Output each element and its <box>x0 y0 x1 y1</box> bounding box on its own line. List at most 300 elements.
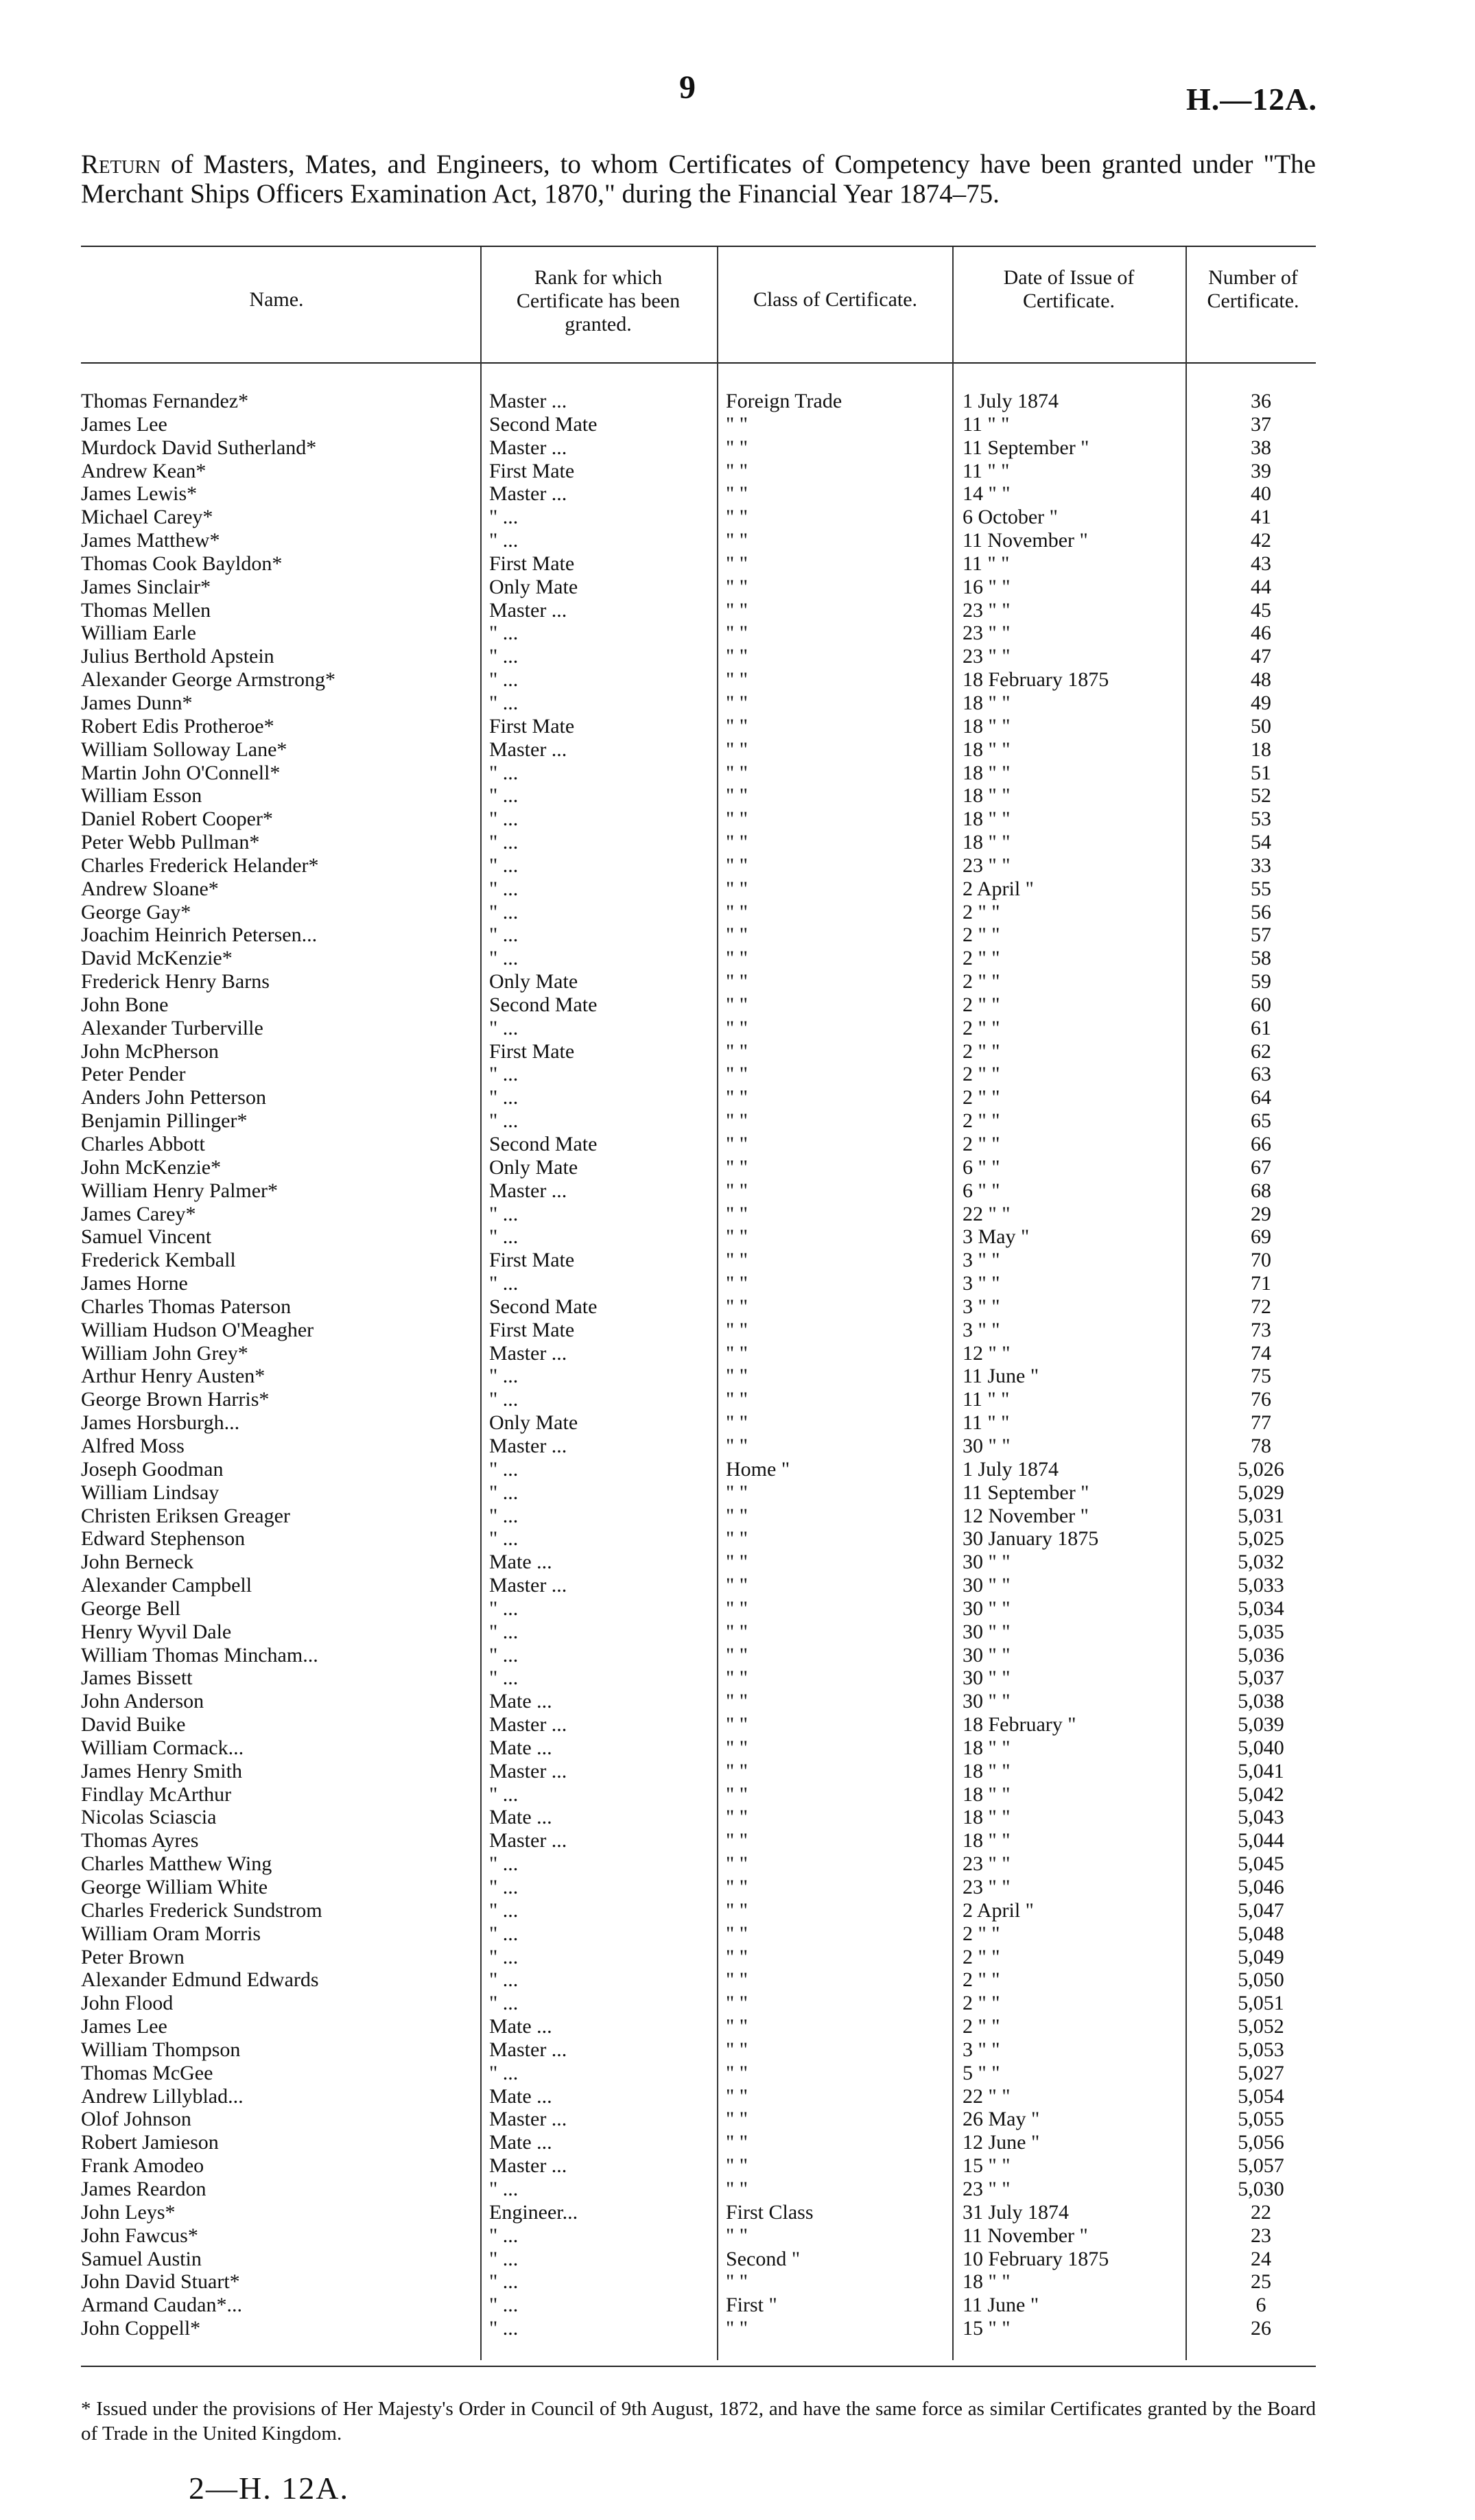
rank-cell: " ... <box>489 668 519 692</box>
date-cell: 23 " " <box>963 1852 1011 1876</box>
name-cell: James Matthew* <box>81 529 220 552</box>
table-row <box>81 2294 1316 2317</box>
table-row <box>81 2270 1316 2294</box>
number-cell: 73 <box>1251 1318 1271 1341</box>
name-cell: John McPherson <box>81 1039 219 1063</box>
name-cell: John Leys* <box>81 2200 176 2224</box>
number-cell: 44 <box>1251 575 1271 598</box>
name-cell: James Horsburgh... <box>81 1411 240 1435</box>
name-cell: Anders John Petterson <box>81 1086 266 1109</box>
rank-cell: Only Mate <box>489 1155 578 1179</box>
class-cell: " " <box>726 1876 748 1898</box>
date-cell: 2 " " <box>963 1016 1000 1039</box>
return-heading <box>81 150 1316 209</box>
rank-cell: " ... <box>489 1898 519 1922</box>
table-row <box>81 2154 1316 2178</box>
name-cell: John David Stuart* <box>81 2270 240 2294</box>
certificate-table <box>81 390 1316 2340</box>
table-row <box>81 1968 1316 1992</box>
table-row <box>81 1017 1316 1040</box>
class-cell: " " <box>726 1968 748 1992</box>
class-cell: " " <box>726 738 748 761</box>
table-row <box>81 1435 1316 1458</box>
table-row <box>81 1319 1316 1342</box>
rank-cell: " ... <box>489 2294 519 2317</box>
class-cell: " " <box>726 645 748 668</box>
date-cell: 3 " " <box>963 1295 1000 1318</box>
number-cell: 61 <box>1251 1016 1271 1039</box>
table-row <box>81 1295 1316 1319</box>
rank-cell: " ... <box>489 947 519 970</box>
name-cell: Arthur Henry Austen* <box>81 1365 266 1388</box>
class-cell: " " <box>726 2131 748 2154</box>
name-cell: Peter Pender <box>81 1063 186 1086</box>
class-cell: " " <box>726 506 748 529</box>
name-cell: David Buike <box>81 1713 186 1736</box>
date-cell: 18 " " <box>963 1829 1011 1852</box>
table-row <box>81 1783 1316 1806</box>
number-cell: 65 <box>1251 1109 1271 1133</box>
class-cell: " " <box>726 947 748 970</box>
class-cell: " " <box>726 714 748 738</box>
column-header-number: Number of Certificate. <box>1207 266 1299 312</box>
footnote: * Issued under the provisions of Her Majesty's Order in Council of 9th August, 1872, and have the same force as similar Certificates granted by the Board of Trade in the United Kingdom. <box>81 2398 1316 2445</box>
class-cell: " " <box>726 970 748 993</box>
rank-cell: " ... <box>489 1782 519 1806</box>
date-cell: 12 June " <box>963 2131 1040 2154</box>
table-row <box>81 1527 1316 1551</box>
class-cell: " " <box>726 1597 748 1620</box>
rank-cell: " ... <box>489 808 519 831</box>
number-cell: 74 <box>1251 1341 1271 1365</box>
table-row <box>81 1179 1316 1203</box>
table-row <box>81 1922 1316 1946</box>
class-cell: " " <box>726 552 748 575</box>
date-cell: 2 " " <box>963 1086 1000 1109</box>
number-cell: 38 <box>1251 436 1271 459</box>
table-row <box>81 1365 1316 1388</box>
class-cell: " " <box>726 1272 748 1295</box>
number-cell: 36 <box>1251 390 1271 412</box>
name-cell: William Solloway Lane* <box>81 738 287 761</box>
rank-cell: " ... <box>489 900 519 923</box>
date-cell: 15 " " <box>963 2317 1011 2340</box>
name-cell: Charles Frederick Helander* <box>81 853 319 877</box>
name-cell: William Henry Palmer* <box>81 1179 279 1202</box>
number-cell: 5,045 <box>1238 1852 1284 1876</box>
class-cell: " " <box>726 1155 748 1179</box>
class-cell: " " <box>726 1551 748 1574</box>
number-cell: 56 <box>1251 900 1271 923</box>
table-row <box>81 2201 1316 2224</box>
number-cell: 5,038 <box>1238 1690 1284 1713</box>
number-cell: 42 <box>1251 529 1271 552</box>
date-cell: 11 " " <box>963 1411 1010 1435</box>
table-row <box>81 1551 1316 1574</box>
rank-cell: Mate ... <box>489 1690 552 1713</box>
table-row <box>81 413 1316 436</box>
date-cell: 23 " " <box>963 645 1011 668</box>
class-cell: " " <box>726 1225 748 1249</box>
class-cell: " " <box>726 1388 748 1411</box>
class-cell: " " <box>726 1109 748 1133</box>
table-row <box>81 762 1316 785</box>
date-cell: 30 " " <box>963 1667 1011 1690</box>
table-row <box>81 831 1316 854</box>
table-row <box>81 901 1316 924</box>
date-cell: 15 " " <box>963 2154 1011 2178</box>
name-cell: Olof Johnson <box>81 2108 191 2131</box>
date-cell: 31 July 1874 <box>963 2200 1070 2224</box>
name-cell: Frank Amodeo <box>81 2154 204 2178</box>
heading-lead: Return <box>81 150 161 179</box>
name-cell: George Gay* <box>81 900 191 923</box>
date-cell: 2 " " <box>963 1922 1000 1945</box>
table-row <box>81 878 1316 901</box>
rank-cell: " ... <box>489 1992 519 2015</box>
table-row <box>81 1203 1316 1226</box>
rank-cell: " ... <box>489 877 519 900</box>
date-cell: 2 " " <box>963 1109 1000 1133</box>
class-cell: " " <box>726 877 748 900</box>
name-cell: Peter Brown <box>81 1945 185 1968</box>
date-cell: 3 " " <box>963 1249 1000 1272</box>
table-row <box>81 784 1316 808</box>
rank-cell: Only Mate <box>489 970 578 993</box>
rank-cell: " ... <box>489 2177 519 2200</box>
class-cell: " " <box>726 993 748 1016</box>
table-row <box>81 2178 1316 2201</box>
date-cell: 16 " " <box>963 575 1011 598</box>
table-row <box>81 1574 1316 1597</box>
class-cell: " " <box>726 1411 748 1435</box>
name-cell: Alfred Moss <box>81 1434 185 1457</box>
date-cell: 2 " " <box>963 970 1000 993</box>
name-cell: George William White <box>81 1876 268 1898</box>
table-row <box>81 2317 1316 2340</box>
table-row <box>81 576 1316 599</box>
class-cell: " " <box>726 668 748 692</box>
document-reference: H.—12A. <box>1186 82 1317 117</box>
rank-cell: Second Mate <box>489 993 598 1016</box>
class-cell: " " <box>726 1782 748 1806</box>
name-cell: Charles Thomas Paterson <box>81 1295 292 1318</box>
date-cell: 3 " " <box>963 1318 1000 1341</box>
class-cell: " " <box>726 2177 748 2200</box>
number-cell: 22 <box>1251 2200 1271 2224</box>
rank-cell: Master ... <box>489 1829 567 1852</box>
name-cell: John Berneck <box>81 1551 194 1574</box>
class-cell: " " <box>726 691 748 714</box>
rank-cell: Only Mate <box>489 1411 578 1435</box>
date-cell: 2 " " <box>963 1063 1000 1086</box>
class-cell: " " <box>726 900 748 923</box>
date-cell: 30 " " <box>963 1574 1011 1597</box>
table-row <box>81 1760 1316 1783</box>
class-cell: " " <box>726 1736 748 1759</box>
class-cell: " " <box>726 2317 748 2340</box>
name-cell: Findlay McArthur <box>81 1782 232 1806</box>
class-cell: " " <box>726 1179 748 1202</box>
rank-cell: First Mate <box>489 459 575 482</box>
name-cell: Benjamin Pillinger* <box>81 1109 248 1133</box>
table-row <box>81 2062 1316 2085</box>
number-cell: 66 <box>1251 1133 1271 1155</box>
rank-cell: Master ... <box>489 390 567 412</box>
table-row <box>81 970 1316 993</box>
number-cell: 68 <box>1251 1179 1271 1202</box>
number-cell: 5,048 <box>1238 1922 1284 1945</box>
number-cell: 5,049 <box>1238 1945 1284 1968</box>
name-cell: Robert Edis Protheroe* <box>81 714 274 738</box>
name-cell: Murdock David Sutherland* <box>81 436 317 459</box>
rank-cell: Mate ... <box>489 2015 552 2038</box>
table-row <box>81 1109 1316 1133</box>
table-row <box>81 923 1316 947</box>
page-number: 9 <box>679 69 696 106</box>
class-cell: " " <box>726 1434 748 1457</box>
date-cell: 18 " " <box>963 1806 1011 1829</box>
name-cell: Joseph Goodman <box>81 1457 224 1481</box>
number-cell: 18 <box>1251 738 1271 761</box>
name-cell: Martin John O'Connell* <box>81 761 281 784</box>
rank-cell: Mate ... <box>489 1551 552 1574</box>
rank-cell: " ... <box>489 1852 519 1876</box>
class-cell: " " <box>726 436 748 459</box>
rank-cell: Master ... <box>489 482 567 506</box>
class-cell: " " <box>726 2108 748 2131</box>
table-row <box>81 1736 1316 1760</box>
column-header-name: Name. <box>249 288 304 311</box>
number-cell: 29 <box>1251 1202 1271 1225</box>
name-cell: Alexander Turberville <box>81 1016 263 1039</box>
date-cell: 2 " " <box>963 993 1000 1016</box>
number-cell: 71 <box>1251 1272 1271 1295</box>
rank-cell: " ... <box>489 1086 519 1109</box>
number-cell: 5,039 <box>1238 1713 1284 1736</box>
class-cell: " " <box>726 1295 748 1318</box>
rank-cell: First Mate <box>489 1039 575 1063</box>
name-cell: John Anderson <box>81 1690 204 1713</box>
class-cell: " " <box>726 1945 748 1968</box>
rank-cell: First Mate <box>489 1249 575 1272</box>
table-row <box>81 529 1316 552</box>
number-cell: 5,056 <box>1238 2131 1284 2154</box>
table-row <box>81 993 1316 1017</box>
number-cell: 5,025 <box>1238 1527 1284 1551</box>
number-cell: 60 <box>1251 993 1271 1016</box>
name-cell: Thomas Mellen <box>81 598 211 622</box>
name-cell: Frederick Henry Barns <box>81 970 270 993</box>
rank-cell: Second Mate <box>489 1295 598 1318</box>
class-cell: " " <box>726 1365 748 1388</box>
class-cell: " " <box>726 1574 748 1597</box>
table-row <box>81 506 1316 529</box>
table-row <box>81 692 1316 715</box>
date-cell: 18 " " <box>963 1736 1011 1759</box>
class-cell: First Class <box>726 2200 814 2224</box>
rank-cell: " ... <box>489 1945 519 1968</box>
class-cell: " " <box>726 761 748 784</box>
table-row <box>81 1621 1316 1644</box>
name-cell: Andrew Lillyblad... <box>81 2084 244 2108</box>
name-cell: Robert Jamieson <box>81 2131 219 2154</box>
date-cell: 2 April " <box>963 1898 1034 1922</box>
page-signature: 2—H. 12A. <box>189 2471 349 2506</box>
number-cell: 5,041 <box>1238 1759 1284 1782</box>
rank-cell: " ... <box>489 831 519 854</box>
number-cell: 5,053 <box>1238 2038 1284 2061</box>
number-cell: 75 <box>1251 1365 1271 1388</box>
class-cell: " " <box>726 853 748 877</box>
class-cell: " " <box>726 1481 748 1504</box>
date-cell: 12 " " <box>963 1341 1011 1365</box>
name-cell: John Coppell* <box>81 2317 201 2340</box>
name-cell: Thomas McGee <box>81 2061 213 2084</box>
number-cell: 70 <box>1251 1249 1271 1272</box>
table-row <box>81 1411 1316 1435</box>
rank-cell: Mate ... <box>489 2084 552 2108</box>
name-cell: John Fawcus* <box>81 2224 198 2247</box>
date-cell: 18 " " <box>963 761 1011 784</box>
rank-cell: First Mate <box>489 1318 575 1341</box>
number-cell: 43 <box>1251 552 1271 575</box>
date-cell: 30 " " <box>963 1620 1011 1643</box>
number-cell: 72 <box>1251 1295 1271 1318</box>
name-cell: Joachim Heinrich Petersen... <box>81 923 318 947</box>
class-cell: " " <box>726 1318 748 1341</box>
table-row <box>81 1156 1316 1179</box>
name-cell: Charles Abbott <box>81 1133 205 1155</box>
number-cell: 49 <box>1251 691 1271 714</box>
rank-cell: " ... <box>489 2270 519 2294</box>
rank-cell: " ... <box>489 1272 519 1295</box>
name-cell: Michael Carey* <box>81 506 213 529</box>
table-bottom-rule <box>81 2366 1316 2367</box>
class-cell: " " <box>726 784 748 808</box>
number-cell: 5,055 <box>1238 2108 1284 2131</box>
name-cell: William Earle <box>81 622 196 645</box>
name-cell: Frederick Kemball <box>81 1249 236 1272</box>
date-cell: 6 " " <box>963 1179 1000 1202</box>
class-cell: " " <box>726 412 748 436</box>
class-cell: " " <box>726 622 748 645</box>
class-cell: " " <box>726 1086 748 1109</box>
number-cell: 51 <box>1251 761 1271 784</box>
date-cell: 23 " " <box>963 1876 1011 1898</box>
date-cell: 11 " " <box>963 552 1010 575</box>
date-cell: 18 February " <box>963 1713 1076 1736</box>
rank-cell: " ... <box>489 691 519 714</box>
date-cell: 18 " " <box>963 2270 1011 2294</box>
name-cell: Samuel Vincent <box>81 1225 212 1249</box>
name-cell: Peter Webb Pullman* <box>81 831 260 854</box>
number-cell: 5,033 <box>1238 1574 1284 1597</box>
name-cell: William Cormack... <box>81 1736 244 1759</box>
rank-cell: " ... <box>489 1643 519 1667</box>
rank-cell: " ... <box>489 2224 519 2247</box>
date-cell: 11 November " <box>963 529 1088 552</box>
number-cell: 5,052 <box>1238 2015 1284 2038</box>
column-header-date: Date of Issue of Certificate. <box>1003 266 1135 312</box>
class-cell: " " <box>726 1806 748 1829</box>
class-cell: " " <box>726 1202 748 1225</box>
name-cell: William John Grey* <box>81 1341 248 1365</box>
table-row <box>81 1667 1316 1690</box>
date-cell: 23 " " <box>963 853 1011 877</box>
name-cell: Nicolas Sciascia <box>81 1806 217 1829</box>
class-cell: " " <box>726 2154 748 2178</box>
number-cell: 5,043 <box>1238 1806 1284 1829</box>
date-cell: 30 " " <box>963 1597 1011 1620</box>
name-cell: Thomas Ayres <box>81 1829 199 1852</box>
date-cell: 11 " " <box>963 459 1010 482</box>
table-row <box>81 1992 1316 2015</box>
table-row <box>81 1852 1316 1876</box>
date-cell: 30 " " <box>963 1690 1011 1713</box>
number-cell: 5,057 <box>1238 2154 1284 2178</box>
number-cell: 25 <box>1251 2270 1271 2294</box>
number-cell: 52 <box>1251 784 1271 808</box>
rank-cell: " ... <box>489 1504 519 1527</box>
name-cell: James Carey* <box>81 1202 196 1225</box>
table-top-rule <box>81 246 1316 247</box>
rank-cell: " ... <box>489 529 519 552</box>
date-cell: 6 " " <box>963 1155 1000 1179</box>
table-row <box>81 738 1316 762</box>
number-cell: 50 <box>1251 714 1271 738</box>
rank-cell: Mate ... <box>489 1806 552 1829</box>
rank-cell: Second Mate <box>489 412 598 436</box>
table-row <box>81 460 1316 483</box>
date-cell: 11 June " <box>963 2294 1039 2317</box>
number-cell: 45 <box>1251 598 1271 622</box>
rank-cell: Master ... <box>489 598 567 622</box>
date-cell: 22 " " <box>963 1202 1011 1225</box>
table-row <box>81 808 1316 831</box>
name-cell: William Thompson <box>81 2038 241 2061</box>
rank-cell: " ... <box>489 1365 519 1388</box>
date-cell: 30 " " <box>963 1643 1011 1667</box>
name-cell: Daniel Robert Cooper* <box>81 808 273 831</box>
name-cell: John McKenzie* <box>81 1155 222 1179</box>
rank-cell: " ... <box>489 622 519 645</box>
date-cell: 1 July 1874 <box>963 1457 1059 1481</box>
rank-cell: " ... <box>489 1527 519 1551</box>
table-row <box>81 2038 1316 2062</box>
number-cell: 64 <box>1251 1086 1271 1109</box>
table-row <box>81 1713 1316 1736</box>
number-cell: 5,034 <box>1238 1597 1284 1620</box>
rank-cell: " ... <box>489 1876 519 1898</box>
date-cell: 22 " " <box>963 2084 1011 2108</box>
table-row <box>81 1899 1316 1922</box>
table-row <box>81 2248 1316 2271</box>
name-cell: Thomas Fernandez* <box>81 390 249 412</box>
number-cell: 5,032 <box>1238 1551 1284 1574</box>
class-cell: " " <box>726 529 748 552</box>
class-cell: " " <box>726 1759 748 1782</box>
date-cell: 23 " " <box>963 598 1011 622</box>
name-cell: Andrew Sloane* <box>81 877 219 900</box>
table-row <box>81 390 1316 413</box>
rank-cell: First Mate <box>489 714 575 738</box>
date-cell: 6 October " <box>963 506 1058 529</box>
rank-cell: Mate ... <box>489 1736 552 1759</box>
date-cell: 11 June " <box>963 1365 1039 1388</box>
date-cell: 18 " " <box>963 808 1011 831</box>
name-cell: John Flood <box>81 1992 174 2015</box>
